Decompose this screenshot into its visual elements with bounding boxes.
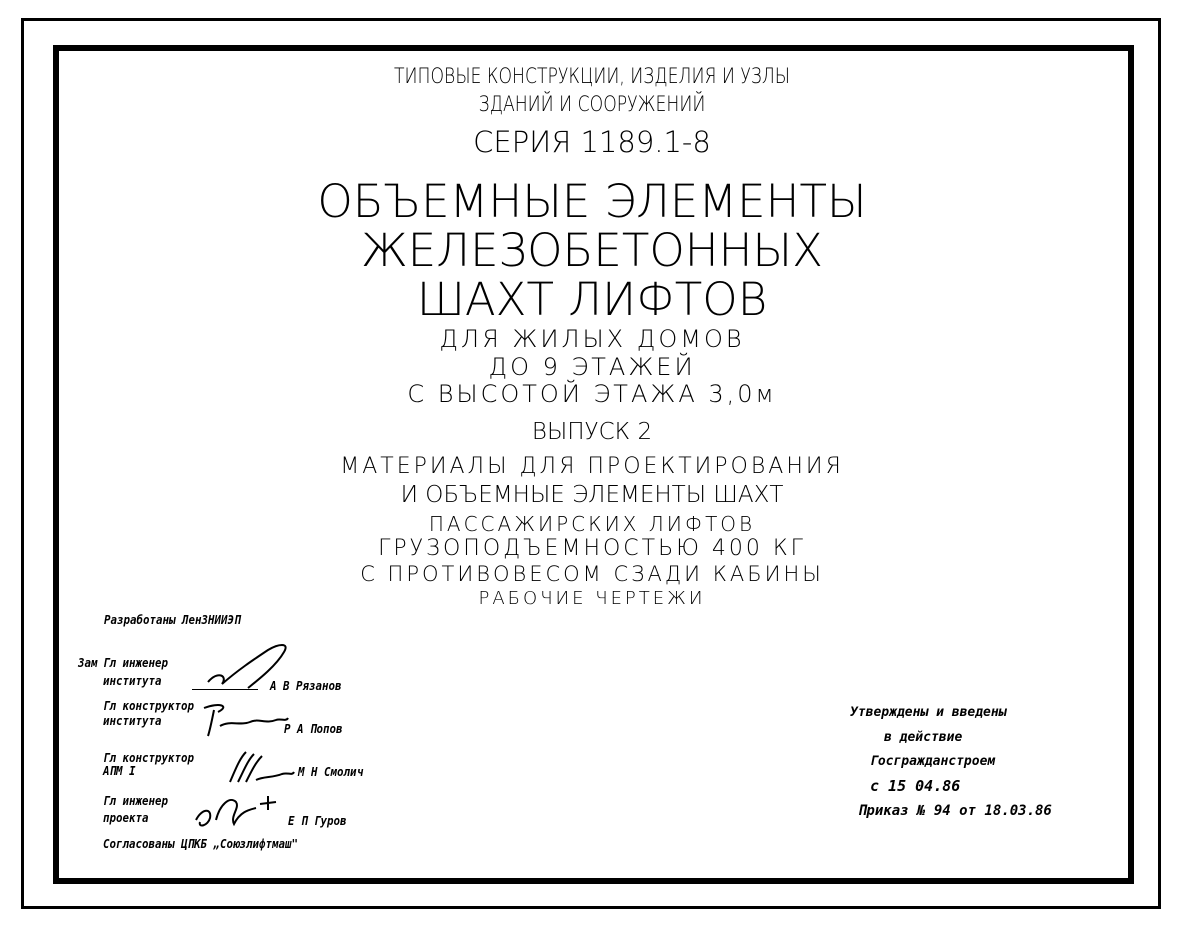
subtitle-3: С ВЫСОТОЙ ЭТАЖА 3,0м <box>407 380 777 408</box>
signatory-4-org: проекта <box>103 811 149 825</box>
signature-3 <box>226 748 296 788</box>
signatory-1-role: Гл инженер <box>103 656 169 670</box>
issue-number: ВЫПУСК 2 <box>531 419 653 445</box>
agreed-by: Согласованы ЦПКБ „Союзлифтмаш" <box>103 837 299 851</box>
approval-line-2: в действие <box>884 730 963 745</box>
title-line-2: ЗДАНИЙ И СООРУЖЕНИЙ <box>478 92 706 116</box>
signature-2 <box>200 700 290 740</box>
title-line-1: ТИПОВЫЕ КОНСТРУКЦИИ, ИЗДЕЛИЯ И УЗЛЫ <box>394 64 790 88</box>
main-title-2: ЖЕЛЕЗОБЕТОННЫХ <box>361 224 823 277</box>
description-5: С ПРОТИВОВЕСОМ СЗАДИ КАБИНЫ <box>360 562 824 586</box>
main-title-3: ШАХТ ЛИФТОВ <box>416 273 768 326</box>
series-number: СЕРИЯ 1189.1-8 <box>473 125 711 159</box>
signatory-3-name: М Н Смолич <box>298 765 364 779</box>
subtitle-1: ДЛЯ ЖИЛЫХ ДОМОВ <box>439 325 745 353</box>
signatory-3-org: АПМ I <box>103 764 136 778</box>
approval-order: Приказ № 94 от 18.03.86 <box>858 803 1052 819</box>
approval-date: с 15 04.86 <box>870 777 961 795</box>
developed-by: Разработаны ЛенЗНИИЭП <box>104 613 241 627</box>
signatory-1-org: института <box>103 674 162 688</box>
description-4: ГРУЗОПОДЪЕМНОСТЬЮ 400 КГ <box>378 536 806 561</box>
signatory-2-role: Гл конструктор <box>103 699 195 713</box>
subtitle-2: ДО 9 ЭТАЖЕЙ <box>488 353 696 381</box>
approval-line-3: Госгражданстроем <box>870 754 996 769</box>
approval-line-1: Утверждены и введены <box>850 705 1007 720</box>
deputy-mark: Зам <box>78 656 98 670</box>
signatory-4-name: Е П Гуров <box>288 814 347 828</box>
description-6: РАБОЧИЕ ЧЕРТЕЖИ <box>478 588 706 609</box>
signatory-4-role: Гл инженер <box>103 794 169 808</box>
signature-4 <box>190 790 290 834</box>
description-3: ПАССАЖИРСКИХ ЛИФТОВ <box>428 512 756 536</box>
signatory-2-name: Р А Попов <box>284 722 343 736</box>
description-1: МАТЕРИАЛЫ ДЛЯ ПРОЕКТИРОВАНИЯ <box>340 454 844 479</box>
description-2: И ОБЪЕМНЫЕ ЭЛЕМЕНТЫ ШАХТ <box>400 482 784 508</box>
signatory-3-role: Гл конструктор <box>103 751 195 765</box>
signatory-1-name: А В Рязанов <box>270 679 342 693</box>
signatory-2-org: института <box>103 714 162 728</box>
main-title-1: ОБЪЕМНЫЕ ЭЛЕМЕНТЫ <box>317 175 867 228</box>
